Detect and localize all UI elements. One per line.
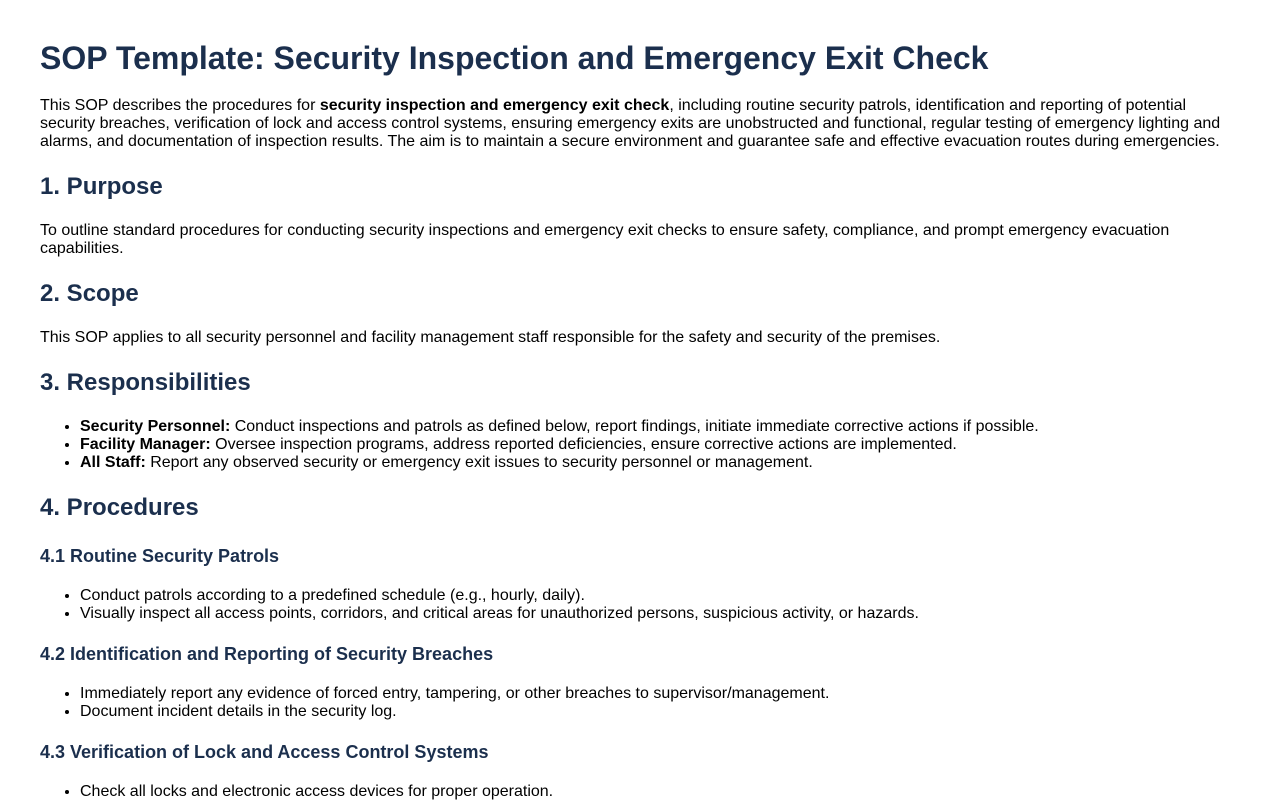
section-heading-responsibilities: 3. Responsibilities [40, 369, 251, 396]
section-heading-purpose: 1. Purpose [40, 173, 163, 200]
list-item: • Immediately report any evidence of forced entry, tampering, or other breaches to supervisor/management. [80, 685, 1223, 703]
subsection-heading-routine-patrols: 4.1 Routine Security Patrols [40, 546, 280, 566]
intro-paragraph [40, 97, 1223, 151]
breaches-list [40, 685, 1223, 721]
role-label: All Staff: [80, 454, 146, 471]
intro-text-before: This SOP describes the procedures for [40, 97, 320, 114]
section-heading-scope: 2. Scope [40, 280, 139, 307]
subsection-heading-breaches: 4.2 Identification and Reporting of Security Breaches [40, 644, 494, 664]
role-label: Security Personnel: [80, 418, 231, 435]
page-title: SOP Template: Security Inspection and Emergency Exit Check [40, 40, 989, 76]
role-description: Conduct inspections and patrols as defined below, report findings, initiate immediate corrective actions if possible. [230, 418, 1039, 435]
role-label: Facility Manager: [80, 436, 211, 453]
scope-text: This SOP applies to all security personnel and facility management staff responsible for the safety and security of the premises. [40, 329, 941, 346]
subsection-heading-lock-verification: 4.3 Verification of Lock and Access Control Systems [40, 742, 489, 762]
role-description: Oversee inspection programs, address reported deficiencies, ensure corrective actions are implemented. [210, 436, 957, 453]
list-item [80, 436, 1223, 454]
intro-text-after: , including routine security patrols, identification and reporting of potential security breaches, verification of lock and access control systems, ensuring emergency exits are unobstructed and functional, regular testing of emergency lighting and alarms, and documentation of inspection results. The aim is to maintain a secure environment and guarantee safe and effective evacuation routes during emergencies. [40, 97, 1221, 150]
purpose-text: To outline standard procedures for conducting security inspections and emergency exit checks to ensure safety, compliance, and prompt emergency evacuation capabilities. [40, 222, 1170, 257]
list-item: • Conduct patrols according to a predefined schedule (e.g., hourly, daily). [80, 587, 1223, 605]
list-item: • Check all locks and electronic access devices for proper operation. [80, 783, 1223, 801]
lock-verification-list [40, 783, 1223, 801]
list-item [80, 454, 1223, 472]
responsibilities-list [40, 418, 1223, 472]
section-heading-procedures: 4. Procedures [40, 494, 199, 521]
intro-text-bold: security inspection and emergency exit check [319, 97, 670, 114]
list-item: • Visually inspect all access points, corridors, and critical areas for unauthorized persons, suspicious activity, or hazards. [80, 605, 1223, 623]
list-item [80, 418, 1223, 436]
list-item: • Document incident details in the security log. [80, 703, 1223, 721]
role-description: Report any observed security or emergency exit issues to security personnel or management. [145, 454, 813, 471]
routine-patrols-list [40, 587, 1223, 623]
